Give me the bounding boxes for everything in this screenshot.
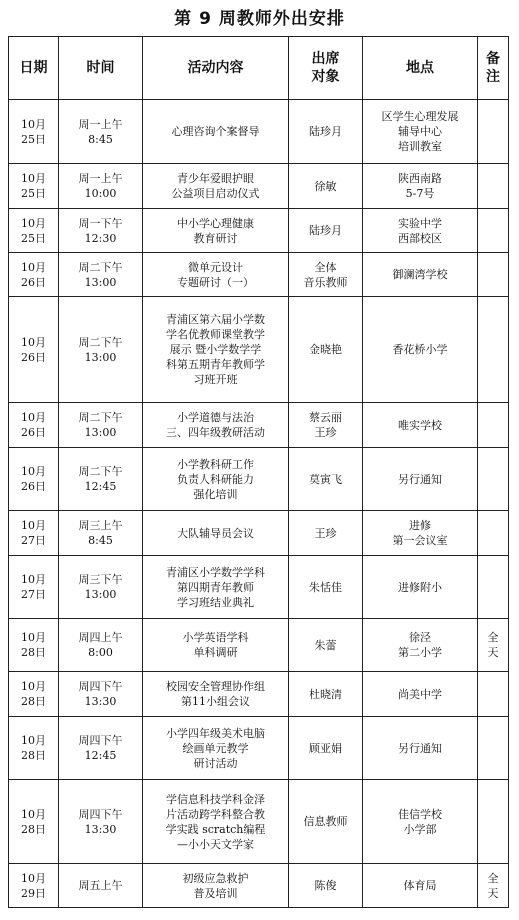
cell-content: 校园安全管理协作组 第11小组会议 xyxy=(143,672,289,717)
cell-place: 香花桥小学 xyxy=(363,297,478,403)
header-date: 日期 xyxy=(9,37,59,100)
cell-attendee: 蔡云丽 王珍 xyxy=(289,403,363,448)
cell-note xyxy=(478,164,509,209)
table-row xyxy=(9,619,509,672)
cell-content: 中小学心理健康 教育研讨 xyxy=(143,209,289,253)
cell-time: 周二下午 13:00 xyxy=(59,403,143,448)
cell-date: 10月 26日 xyxy=(9,403,59,448)
cell-attendee: 朱恬佳 xyxy=(289,556,363,619)
cell-content: 微单元设计 专题研讨（一） xyxy=(143,253,289,297)
page-title: 第 9 周教师外出安排 xyxy=(174,9,345,29)
cell-attendee: 顾亚娟 xyxy=(289,717,363,780)
cell-content: 小学教科研工作 负责人科研能力 强化培训 xyxy=(143,448,289,511)
cell-place: 实验中学 西部校区 xyxy=(363,209,478,253)
cell-place: 陕西南路 5-7号 xyxy=(363,164,478,209)
cell-place: 体育局 xyxy=(363,864,478,908)
cell-date: 10月 28日 xyxy=(9,717,59,780)
cell-note xyxy=(478,672,509,717)
cell-date: 10月 28日 xyxy=(9,672,59,717)
cell-note: 全 天 xyxy=(478,864,509,908)
cell-note xyxy=(478,297,509,403)
cell-place: 徐泾 第二小学 xyxy=(363,619,478,672)
cell-date: 10月 25日 xyxy=(9,164,59,209)
cell-attendee: 陈俊 xyxy=(289,864,363,908)
cell-date: 10月 27日 xyxy=(9,556,59,619)
cell-note: 全 天 xyxy=(478,619,509,672)
header-content: 活动内容 xyxy=(143,37,289,100)
cell-place: 佳信学校 小学部 xyxy=(363,780,478,864)
table-row xyxy=(9,100,509,164)
cell-content: 青少年爱眼护眼 公益项目启动仪式 xyxy=(143,164,289,209)
cell-place: 尚美中学 xyxy=(363,672,478,717)
cell-content: 初级应急救护 普及培训 xyxy=(143,864,289,908)
cell-time: 周一上午 10:00 xyxy=(59,164,143,209)
cell-date: 10月 26日 xyxy=(9,448,59,511)
cell-note xyxy=(478,511,509,556)
cell-date: 10月 27日 xyxy=(9,511,59,556)
cell-attendee: 陆珍月 xyxy=(289,209,363,253)
cell-attendee: 王珍 xyxy=(289,511,363,556)
cell-place: 另行通知 xyxy=(363,717,478,780)
table-row xyxy=(9,780,509,864)
table-row xyxy=(9,511,509,556)
cell-time: 周三上午 8:45 xyxy=(59,511,143,556)
cell-time: 周四下午 12:45 xyxy=(59,717,143,780)
cell-note xyxy=(478,780,509,864)
table-row xyxy=(9,164,509,209)
table-row xyxy=(9,253,509,297)
header-time: 时间 xyxy=(59,37,143,100)
table-row xyxy=(9,297,509,403)
cell-time: 周一下午 12:30 xyxy=(59,209,143,253)
cell-time: 周二下午 13:00 xyxy=(59,297,143,403)
cell-date: 10月 28日 xyxy=(9,780,59,864)
cell-attendee: 信息教师 xyxy=(289,780,363,864)
cell-date: 10月 25日 xyxy=(9,209,59,253)
cell-content: 小学英语学科 单科调研 xyxy=(143,619,289,672)
cell-time: 周二下午 13:00 xyxy=(59,253,143,297)
cell-attendee: 杜晓清 xyxy=(289,672,363,717)
cell-date: 10月 26日 xyxy=(9,253,59,297)
cell-attendee: 金晓艳 xyxy=(289,297,363,403)
cell-content: 大队辅导员会议 xyxy=(143,511,289,556)
table-row xyxy=(9,864,509,908)
cell-content: 小学道德与法治 三、四年级教研活动 xyxy=(143,403,289,448)
cell-time: 周三下午 13:00 xyxy=(59,556,143,619)
cell-time: 周五上午 xyxy=(59,864,143,908)
cell-date: 10月 25日 xyxy=(9,100,59,164)
cell-date: 10月 26日 xyxy=(9,297,59,403)
header-attendee: 出席 对象 xyxy=(289,37,363,100)
table-row xyxy=(9,448,509,511)
cell-attendee: 陆珍月 xyxy=(289,100,363,164)
header-row xyxy=(9,37,509,100)
table-row xyxy=(9,209,509,253)
cell-time: 周二下午 12:45 xyxy=(59,448,143,511)
cell-time: 周四上午 8:00 xyxy=(59,619,143,672)
cell-note xyxy=(478,100,509,164)
cell-attendee: 朱蕾 xyxy=(289,619,363,672)
cell-place: 进修 第一会议室 xyxy=(363,511,478,556)
header-place: 地点 xyxy=(363,37,478,100)
cell-content: 青浦区第六届小学数 学名优教师课堂教学 展示 暨小学数学学 科第五期青年教师学 习班开班 xyxy=(143,297,289,403)
table-row xyxy=(9,672,509,717)
cell-note xyxy=(478,556,509,619)
table-row xyxy=(9,717,509,780)
cell-attendee: 徐敏 xyxy=(289,164,363,209)
cell-place: 唯实学校 xyxy=(363,403,478,448)
cell-attendee: 莫寅飞 xyxy=(289,448,363,511)
cell-note xyxy=(478,403,509,448)
table-row xyxy=(9,556,509,619)
cell-note xyxy=(478,209,509,253)
cell-place: 御澜湾学校 xyxy=(363,253,478,297)
cell-content: 心理咨询个案督导 xyxy=(143,100,289,164)
cell-place: 另行通知 xyxy=(363,448,478,511)
cell-attendee: 全体 音乐教师 xyxy=(289,253,363,297)
header-note: 备 注 xyxy=(478,37,509,100)
cell-place: 进修附小 xyxy=(363,556,478,619)
cell-content: 青浦区小学数学学科 第四期青年教师 学习班结业典礼 xyxy=(143,556,289,619)
cell-content: 小学四年级美术电脑 绘画单元教学 研讨活动 xyxy=(143,717,289,780)
cell-date: 10月 28日 xyxy=(9,619,59,672)
cell-place: 区学生心理发展 辅导中心 培训教室 xyxy=(363,100,478,164)
schedule-table xyxy=(8,36,509,908)
cell-date: 10月 29日 xyxy=(9,864,59,908)
cell-time: 周四下午 13:30 xyxy=(59,672,143,717)
cell-note xyxy=(478,448,509,511)
cell-note xyxy=(478,253,509,297)
cell-time: 周一上午 8:45 xyxy=(59,100,143,164)
cell-time: 周四下午 13:30 xyxy=(59,780,143,864)
cell-note xyxy=(478,717,509,780)
cell-content: 学信息科技学科金泽 片活动跨学科整合教 学实践 scratch编程 —小小天文学家 xyxy=(143,780,289,864)
table-row xyxy=(9,403,509,448)
